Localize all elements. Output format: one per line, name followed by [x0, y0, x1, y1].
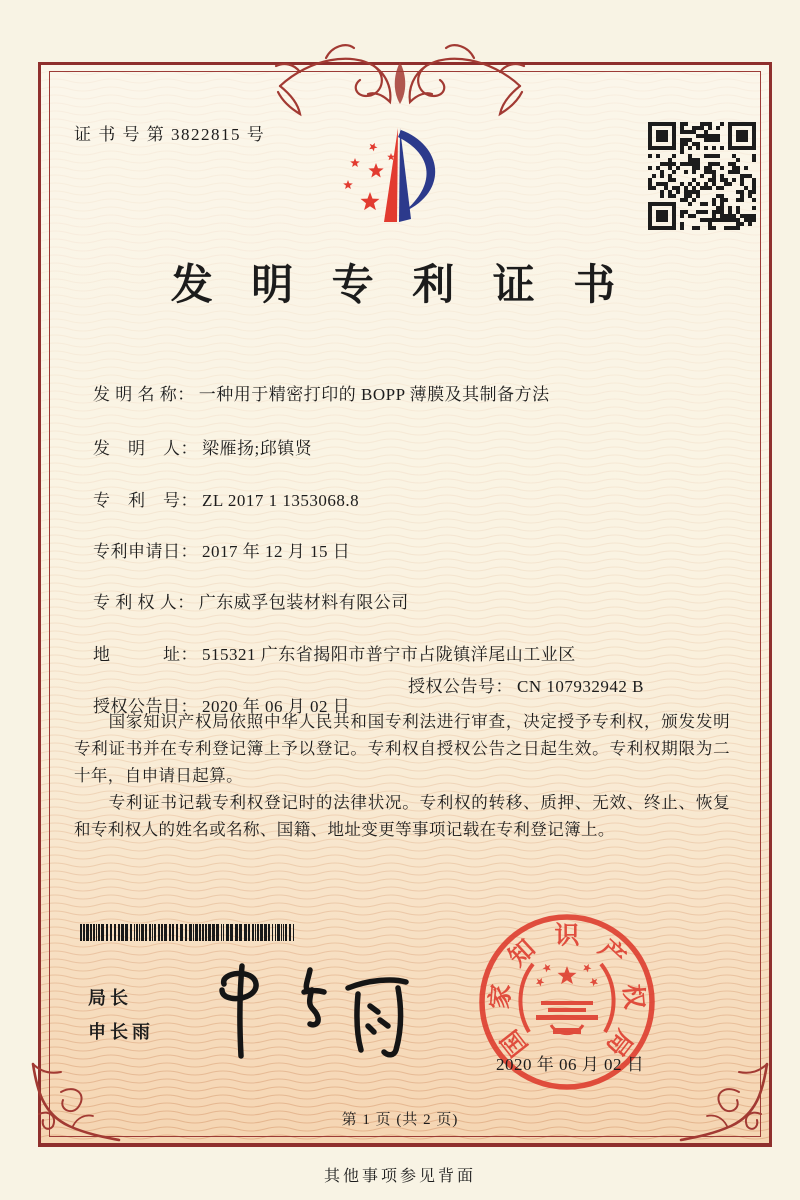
- director-signature: [210, 958, 410, 1063]
- field-value: 一种用于精密打印的 BOPP 薄膜及其制备方法: [198, 385, 550, 404]
- svg-text:产: 产: [593, 935, 631, 972]
- svg-text:家: 家: [486, 983, 516, 1011]
- seal-date: 2020 年 06 月 02 日: [496, 1055, 645, 1074]
- svg-text:权: 权: [618, 983, 648, 1011]
- svg-text:识: 识: [554, 922, 580, 950]
- grant-number: [408, 672, 644, 697]
- field-label: 地 址：: [93, 645, 198, 664]
- certificate-number: 证 书 号 第 3822815 号: [74, 125, 266, 144]
- legal-paragraph-1: 国家知识产权局依照中华人民共和国专利法进行审查，决定授予专利权，颁发发明专利证书并在专利登记簿上予以登记。专利权自授权公告之日起生效。专利权期限为二十年，自申请日起算。: [74, 712, 730, 785]
- field-value: 广东威孚包装材料有限公司: [198, 593, 409, 612]
- logo-tower-left: [384, 128, 398, 222]
- grant-number-label: 授权公告号：: [408, 677, 513, 696]
- field-value: 梁雁扬;邱镇贤: [202, 439, 313, 458]
- field-value: ZL 2017 1 1353068.8: [202, 491, 360, 510]
- field-label: 专 利 权 人：: [93, 593, 195, 612]
- top-ornament-center-leaf: [395, 62, 406, 104]
- svg-text:局: 局: [600, 1024, 638, 1061]
- field-label: 发 明 人：: [93, 439, 198, 458]
- bottom-left-corner-ornament: [27, 1062, 122, 1147]
- page-number: 第 1 页 (共 2 页): [341, 1112, 459, 1128]
- svg-text:知: 知: [503, 935, 541, 972]
- grant-date-value: 2020 年 06 月 02 日: [202, 697, 351, 716]
- back-side-note: 其他事项参见背面: [323, 1168, 476, 1185]
- legal-paragraph-2: 专利证书记载专利权登记时的法律状况。专利权的转移、质押、无效、终止、恢复和专利权人的姓名或名称、国籍、地址变更等事项记载在专利登记簿上。: [74, 793, 730, 839]
- field-label: 专利申请日：: [93, 542, 198, 561]
- bottom-right-corner-ornament: [678, 1062, 773, 1147]
- signer-name: 申长雨: [88, 1022, 154, 1042]
- grant-number-value: CN 107932942 B: [517, 677, 644, 696]
- field-label: 专 利 号：: [93, 491, 198, 510]
- field-value: 515321 广东省揭阳市普宁市占陇镇洋尾山工业区: [202, 645, 576, 664]
- logo-stars: [343, 143, 395, 210]
- field-value: 2017 年 12 月 15 日: [202, 542, 351, 561]
- signer-post-label: 局长: [88, 988, 132, 1008]
- barcode: [80, 924, 294, 941]
- cnipa-logo: [338, 113, 468, 235]
- svg-text:国: 国: [496, 1024, 534, 1061]
- certificate-title: 发 明 专 利 证 书: [170, 263, 630, 309]
- qr-code: [648, 122, 756, 230]
- national-emblem: [520, 964, 613, 1034]
- field-label: 发 明 名 称：: [93, 385, 195, 404]
- grant-date-label: 授权公告日：: [93, 697, 198, 716]
